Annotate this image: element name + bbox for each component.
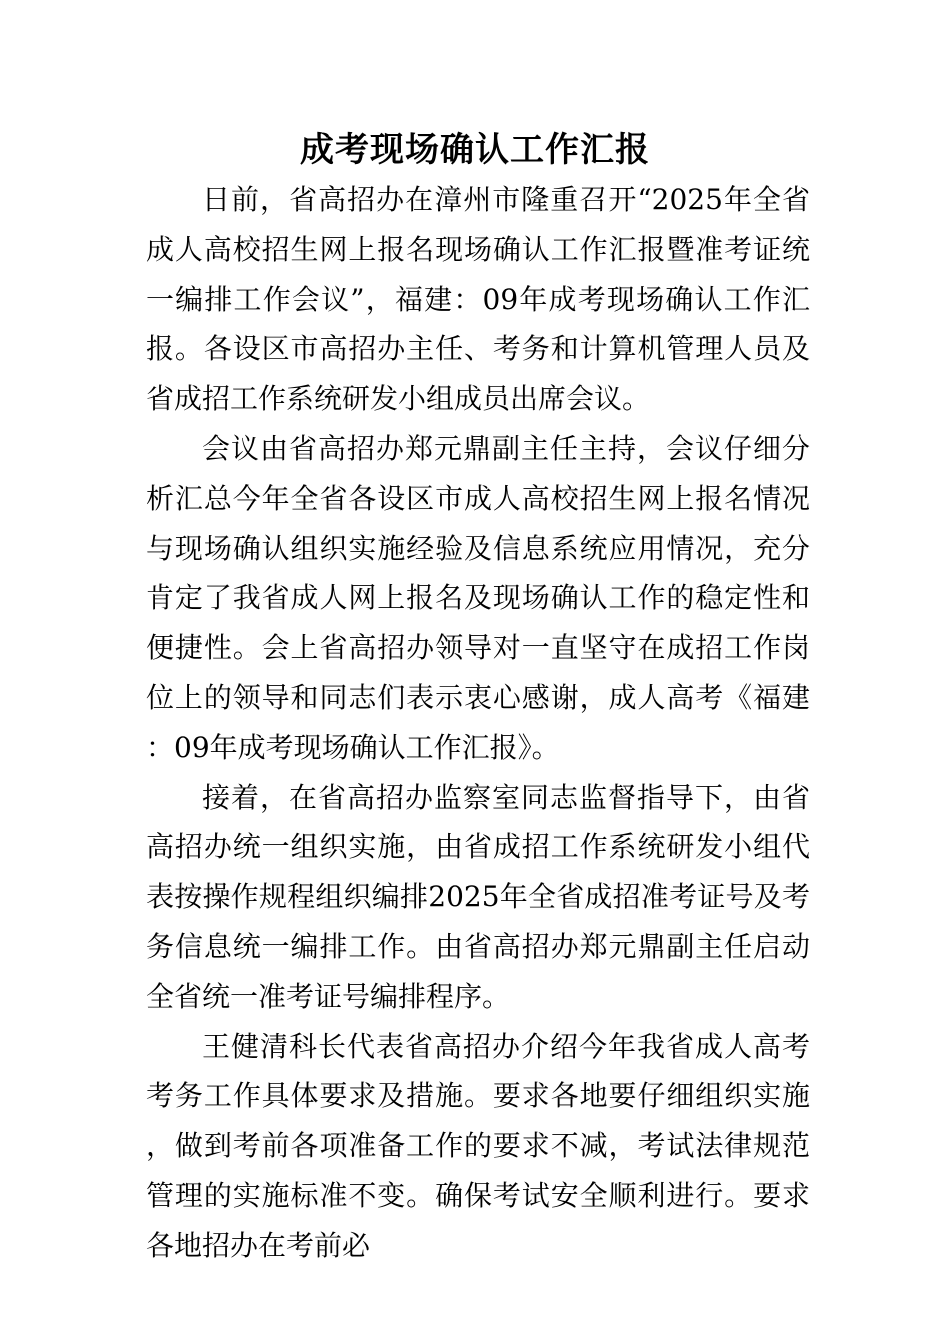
paragraph: 日前，省高招办在漳州市隆重召开“2025年全省成人高校招生网上报名现场确认工作汇报暨准考证统一编排工作会议”，福建：09年成考现场确认工作汇报。各设区市高招办主任、考务和计算机管理人员及省成招工作系统研发小组成员出席会议。: [146, 183, 810, 416]
document-title: 成考现场确认工作汇报: [300, 130, 650, 170]
paragraph: 会议由省高招办郑元鼎副主任主持，会议仔细分析汇总今年全省各设区市成人高校招生网上报名情况与现场确认组织实施经验及信息系统应用情况，充分肯定了我省成人网上报名及现场确认工作的稳定性和便捷性。会上省高招办领导对一直坚守在成招工作岗位上的领导和同志们表示衷心感谢，成人高考《福建：09年成考现场确认工作汇报》。: [146, 431, 810, 764]
document-body: [146, 175, 810, 1271]
paragraph: 接着，在省高招办监察室同志监督指导下，由省高招办统一组织实施，由省成招工作系统研发小组代表按操作规程组织编排2025年全省成招准考证号及考务信息统一编排工作。由省高招办郑元鼎副主任启动全省统一准考证号编排程序。: [146, 780, 810, 1013]
paragraph: 王健清科长代表省高招办介绍今年我省成人高考考务工作具体要求及措施。要求各地要仔细组织实施，做到考前各项准备工作的要求不减，考试法律规范管理的实施标准不变。确保考试安全顺利进行。要求各地招办在考前必: [146, 1029, 810, 1262]
